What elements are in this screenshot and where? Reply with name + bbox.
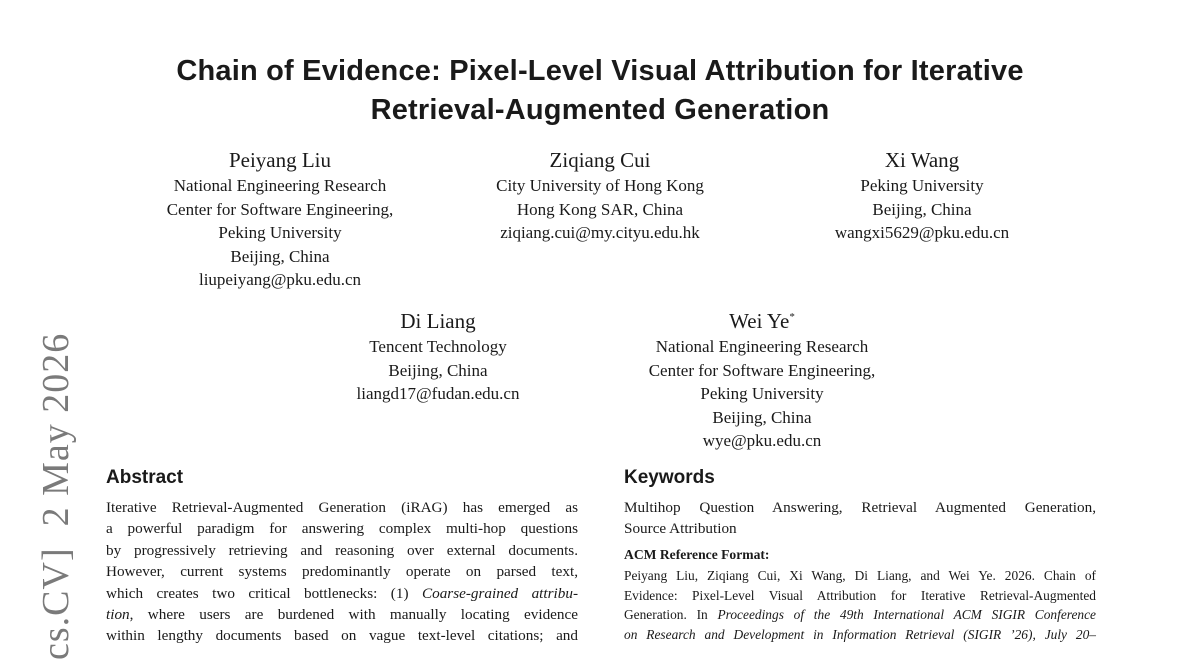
- author-location: Beijing, China: [872, 199, 972, 219]
- acm-reference-line: Evidence: Pixel-Level Visual Attribution for Iterative Retrieval-Augmented: [624, 587, 1096, 603]
- abstract-heading: Abstract: [106, 467, 184, 488]
- author-email: wye@pku.edu.cn: [702, 431, 822, 450]
- author-affiliation: National Engineering Research: [655, 337, 869, 356]
- abstract-line-text: , where users are burdened with manually locating evidence: [129, 606, 578, 624]
- author-email: liupeiyang@pku.edu.cn: [198, 270, 361, 289]
- author-name: Peiyang Liu: [228, 148, 332, 172]
- acm-reference-body: [624, 566, 1096, 644]
- author-affiliation: Peking University: [700, 384, 824, 403]
- author-email: wangxi5629@pku.edu.cn: [834, 223, 1010, 242]
- keywords-line: Multihop Question Answering, Retrieval Augmented Generation,: [624, 499, 1096, 516]
- author-block-wang: [772, 146, 1072, 245]
- author-affiliation: Center for Software Engineering,: [166, 199, 394, 219]
- author-affiliation: National Engineering Research: [173, 176, 387, 195]
- author-block-cui: [450, 146, 750, 245]
- abstract-emphasis: tion: [106, 606, 130, 624]
- paper-title: [0, 52, 1200, 130]
- author-affiliation: Peking University: [218, 223, 342, 242]
- author-email: liangd17@fudan.edu.cn: [356, 384, 520, 403]
- acm-reference-label: ACM Reference Format:: [624, 547, 770, 562]
- acm-reference-line: [624, 605, 1096, 625]
- arxiv-stamp: cs.CV] 2 May 2026: [35, 332, 77, 660]
- keywords-line: Source Attribution: [624, 520, 737, 538]
- author-block-ye: [612, 307, 912, 453]
- author-block-liu: [130, 146, 430, 292]
- title-line-1: Chain of Evidence: Pixel-Level Visual Attribution for Iterative: [176, 55, 1024, 87]
- author-name-text: Wei Ye: [729, 309, 790, 333]
- acm-reference-line: [624, 625, 1096, 645]
- author-name: Xi Wang: [884, 148, 960, 172]
- author-location: Hong Kong SAR, China: [516, 199, 684, 219]
- author-affiliation: Peking University: [860, 176, 984, 195]
- abstract-body: [106, 497, 578, 647]
- author-location: Beijing, China: [230, 246, 330, 266]
- abstract-line-text: which creates two critical bottlenecks: (1): [106, 584, 422, 602]
- abstract-line: [106, 604, 578, 625]
- author-name: [612, 307, 912, 335]
- abstract-line: within lengthy documents based on vague text-level citations; and: [106, 627, 578, 645]
- abstract-line: Iterative Retrieval-Augmented Generation (iRAG) has emerged as: [106, 499, 578, 516]
- abstract-line: a powerful paradigm for answering complex multi-hop questions: [106, 520, 578, 538]
- title-line-2: Retrieval-Augmented Generation: [370, 94, 830, 126]
- author-block-liang: [318, 307, 558, 406]
- author-affiliation: City University of Hong Kong: [496, 176, 704, 195]
- acm-reference-line: Peiyang Liu, Ziqiang Cui, Xi Wang, Di Liang, and Wei Ye. 2026. Chain of: [624, 568, 1096, 583]
- author-name: Di Liang: [400, 309, 476, 333]
- keywords-body: [624, 497, 1096, 540]
- corresponding-author-mark: *: [789, 311, 795, 323]
- author-location: Beijing, China: [712, 407, 812, 427]
- abstract-line: [106, 583, 578, 604]
- abstract-emphasis: Coarse-grained attribu-: [421, 584, 579, 602]
- acm-reference-text: Generation. In: [624, 607, 718, 623]
- author-name: Ziqiang Cui: [549, 148, 651, 172]
- author-affiliation: Tencent Technology: [369, 337, 507, 356]
- keywords-heading: Keywords: [624, 467, 715, 488]
- abstract-line: However, current systems predominantly operate on parsed text,: [106, 563, 578, 581]
- author-location: Beijing, China: [388, 360, 488, 380]
- acm-reference-venue: Proceedings of the 49th International ACM SIGIR Conference: [717, 607, 1096, 623]
- author-affiliation: Center for Software Engineering,: [648, 360, 876, 380]
- abstract-line: by progressively retrieving and reasoning over external documents.: [106, 541, 578, 559]
- author-email: ziqiang.cui@my.cityu.edu.hk: [500, 223, 700, 242]
- acm-reference-venue: on Research and Development in Information Retrieval (SIGIR ’26), July 20–: [624, 626, 1096, 642]
